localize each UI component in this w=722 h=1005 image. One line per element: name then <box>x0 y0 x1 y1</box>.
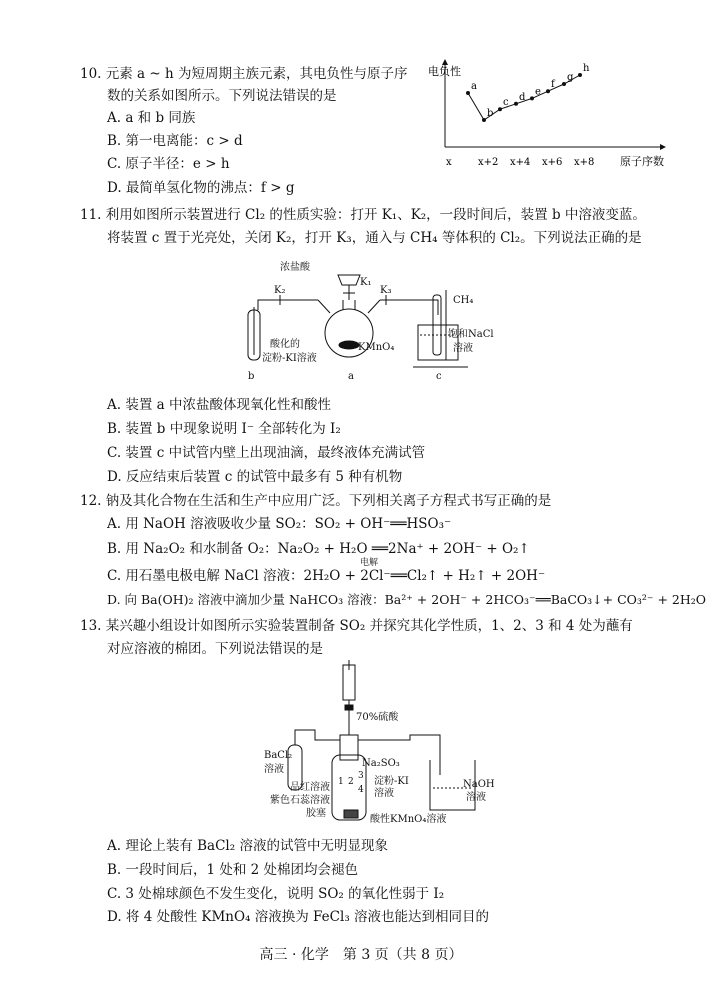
q10-option-c: C. 原子半径：e > h <box>107 156 230 172</box>
q10-stem-line2: 数的关系如图所示。下列说法错误的是 <box>107 88 337 104</box>
label-hcl: 浓盐酸 <box>280 262 310 273</box>
label-h2so4: 70%硫酸 <box>356 712 399 723</box>
cotton-3: 3 <box>358 771 364 781</box>
q13-option-c: C. 3 处棉球颜色不发生变化，说明 SO₂ 的氧化性弱于 I₂ <box>107 886 445 902</box>
data-point-h <box>578 73 582 77</box>
data-point-d <box>514 102 518 106</box>
point-label-h: h <box>583 63 590 74</box>
so2-apparatus-figure <box>250 660 510 825</box>
electronegativity-chart <box>420 55 670 175</box>
q12-option-c: C. 用石墨电极电解 NaCl 溶液：2H₂O + 2Cl⁻══Cl₂↑ + H₂↑ + 2OH⁻ <box>107 568 546 584</box>
label-na2so3: Na₂SO₃ <box>362 758 400 769</box>
q12-option-b: B. 用 Na₂O₂ 和水制备 O₂：Na₂O₂ + H₂O ══2Na⁺ + 2OH⁻ + O₂↑ <box>107 541 530 557</box>
point-label-d: d <box>519 91 526 103</box>
label-acid-2: 淀粉-KI溶液 <box>262 353 317 364</box>
label-k1: K₁ <box>360 277 372 288</box>
point-label-f: f <box>551 79 555 91</box>
label-kmno4-acid: 酸性KMnO₄溶液 <box>370 814 447 825</box>
x-axis-label: 原子序数 <box>620 155 664 168</box>
label-bacl2-2: 溶液 <box>264 764 284 775</box>
label-bacl2-1: BaCl₂ <box>264 750 293 761</box>
q13-option-d: D. 将 4 处酸性 KMnO₄ 溶液换为 FeCl₃ 溶液也能达到相同目的 <box>107 909 490 925</box>
y-axis-label: 电负性 <box>428 65 461 78</box>
point-label-b: b <box>487 108 494 119</box>
q12-option-d: D. 向 Ba(OH)₂ 溶液中滴加少量 NaHCO₃ 溶液：Ba²⁺ + 2OH⁻ + 2HCO₃⁻══BaCO₃↓+ CO₃²⁻ + 2H₂O <box>107 592 707 607</box>
x-tick-label: x+2 <box>478 157 499 168</box>
label-naoh-1: NaOH <box>463 779 495 790</box>
q13-option-b: B. 一段时间后，1 处和 2 处棉团均会褪色 <box>107 862 359 878</box>
page-footer: 高三 · 化学 第 3 页（共 8 页） <box>259 947 463 963</box>
label-shirui: 紫色石蕊溶液 <box>270 795 330 806</box>
q13-option-a: A. 理论上装有 BaCl₂ 溶液的试管中无明显现象 <box>107 838 388 854</box>
q12-stem: 12. 钠及其化合物在生活和生产中应用广泛。下列相关离子方程式书写正确的是 <box>80 493 552 509</box>
label-naoh-2: 溶液 <box>466 792 486 803</box>
label-k3: K₃ <box>380 285 392 296</box>
label-jiaose: 胶塞 <box>306 808 326 819</box>
data-point-b <box>482 118 486 122</box>
q11-stem-line2: 将装置 c 置于光亮处，关闭 K₂，打开 K₃，通入与 CH₄ 等体积的 Cl₂。下列说法正确的是 <box>107 230 642 246</box>
q11-option-a: A. 装置 a 中浓盐酸体现氧化性和酸性 <box>107 397 331 413</box>
data-point-c <box>498 107 502 111</box>
q11-stem-line1: 11. 利用如图所示装置进行 Cl₂ 的性质实验：打开 K₁、K₂，一段时间后，装置 b 中溶液变蓝。 <box>80 207 646 223</box>
data-point-e <box>530 96 534 100</box>
label-c: c <box>436 371 442 382</box>
point-label-e: e <box>535 86 541 98</box>
label-nacl-1: 饱和NaCl <box>448 329 494 340</box>
point-label-g: g <box>567 72 574 83</box>
q11-option-b: B. 装置 b 中现象说明 I⁻ 全部转化为 I₂ <box>107 421 341 437</box>
q11-option-c: C. 装置 c 中试管内壁上出现油滴，最终液体充满试管 <box>107 445 426 461</box>
label-ki-1: 淀粉-KI <box>374 776 409 787</box>
data-point-a <box>466 91 470 95</box>
x-tick-label: x+6 <box>542 157 563 168</box>
data-point-g <box>562 82 566 86</box>
q13-stem-line1: 13. 某兴趣小组设计如图所示实验装置制备 SO₂ 并探究其化学性质，1、2、3 和 4 处为蘸有 <box>80 618 633 634</box>
data-point-f <box>546 89 550 93</box>
electrolysis-label: 电解 <box>360 558 379 568</box>
x-tick-label: x+8 <box>574 157 595 168</box>
label-k2: K₂ <box>274 285 286 296</box>
point-label-a: a <box>471 81 477 92</box>
label-ki-2: 溶液 <box>374 788 394 799</box>
q10-stem-line1: 10. 元素 a ~ h 为短周期主族元素，其电负性与原子序 <box>80 66 408 82</box>
cl2-apparatus-figure <box>238 255 494 385</box>
q13-stem-line2: 对应溶液的棉团。下列说法错误的是 <box>107 641 323 657</box>
cotton-4: 4 <box>358 785 364 795</box>
label-a: a <box>348 371 354 382</box>
q10-option-d: D. 最简单氢化物的沸点：f > g <box>107 180 295 196</box>
label-acid-1: 酸化的 <box>270 339 300 350</box>
q12-option-a: A. 用 NaOH 溶液吸收少量 SO₂：SO₂ + OH⁻══HSO₃⁻ <box>107 516 452 532</box>
x-tick-label: x+4 <box>510 157 531 168</box>
x-tick-label: x <box>446 157 452 168</box>
q10-option-b: B. 第一电离能：c > d <box>107 133 243 149</box>
label-ch4: CH₄ <box>453 295 474 306</box>
label-b: b <box>248 371 255 382</box>
label-nacl-2: 溶液 <box>453 343 473 354</box>
cotton-2: 2 <box>348 777 354 787</box>
q10-option-a: A. a 和 b 同族 <box>107 110 196 126</box>
q11-option-d: D. 反应结束后装置 c 的试管中最多有 5 种有机物 <box>107 469 403 485</box>
label-pinhong: 品红溶液 <box>290 782 330 793</box>
label-kmno4: KMnO₄ <box>358 342 395 353</box>
point-label-c: c <box>503 97 509 109</box>
cotton-1: 1 <box>338 777 344 787</box>
